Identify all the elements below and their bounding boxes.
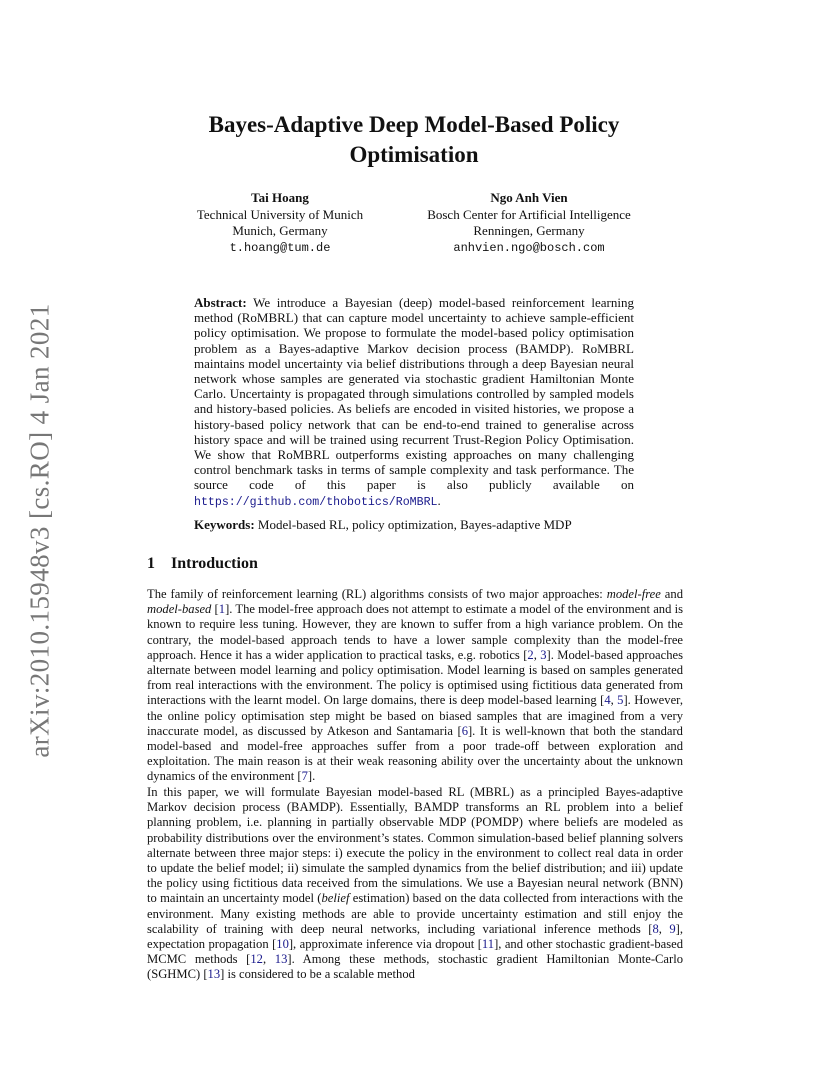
section-number: 1 [147, 555, 155, 572]
abstract [194, 295, 634, 510]
paragraph-text: ], and other stochastic gradient-based MCMC methods [ [147, 937, 683, 967]
section-title: Introduction [171, 555, 258, 572]
source-code-link[interactable]: https://github.com/thobotics/RoMBRL [194, 495, 438, 509]
citation-link[interactable]: 7 [301, 769, 308, 784]
arxiv-identifier: arXiv:2010.15948v3 [cs.RO] 4 Jan 2021 [24, 302, 55, 758]
emphasis: belief [321, 891, 350, 906]
arxiv-sidebar [20, 290, 60, 770]
paragraph-text: estimation) based on the data collected from interactions with the environment. Many existing methods are able to provide uncertainty estimation and still enjoy the scalability of training with deep neural networks, including variational inference methods [ [147, 891, 683, 936]
paragraph-text: ]. It is well-known that both the standard model-based and model-free approaches suffer from a poor trade-off between exploration and exploitation. The main reason is at their weak reasoning ability over the uncertainty about the unknown dynamics of the environment [ [147, 723, 683, 784]
author-email[interactable]: anhvien.ngo@bosch.com [453, 240, 605, 255]
emphasis: model-free [606, 587, 661, 601]
paragraph-text: The family of reinforcement learning (RL) algorithms consists of two major approaches: [147, 587, 607, 601]
citation-link[interactable]: 2 [527, 647, 534, 662]
author-affiliation: Technical University of Munich [196, 206, 364, 222]
keywords-text: Model-based RL, policy optimization, Bayes-adaptive MDP [257, 517, 572, 532]
citation-link[interactable]: 1 [218, 602, 226, 617]
paragraph-text: [ [211, 602, 219, 617]
abstract-end: . [437, 492, 441, 508]
citation-link[interactable]: 12 [250, 952, 263, 967]
abstract-label: Abstract: [194, 295, 247, 310]
author-name: Tai Hoang [251, 190, 309, 205]
paragraph-text: , [658, 921, 670, 936]
author-block [188, 190, 372, 256]
paragraph-text: ], approximate inference via dropout [ [288, 937, 482, 952]
author-affiliation: Bosch Center for Artificial Intelligence [427, 206, 631, 222]
paragraph-text: In this paper, we will formulate Bayesian model-based RL (MBRL) as a principled Bayes-adaptive Markov decision process (BAMDP). Essentially, BAMDP transforms an RL problem into a belief planning problem, i.e. planning in partially observable MDP (POMDP) where beliefs are modeled as probability distributions over the environment’s states. Common simulation-based belief planning solvers alternate between three major steps: i) execute the policy in the environment to collect real data in order to update the belief model; ii) simulate the sampled dynamics from the belief distribution; and iii) update the policy using fictitious data received from the simulations. We use a Bayesian neural network (BNN) to maintain an uncertainty model ( [147, 785, 683, 906]
citation-link[interactable]: 4 [604, 693, 611, 708]
emphasis: model-based [147, 602, 212, 617]
citation-link[interactable]: 3 [540, 647, 547, 662]
paper-title: Bayes-Adaptive Deep Model-Based Policy Optimisation [208, 112, 620, 167]
paragraph-text: , [533, 647, 541, 662]
author-name: Ngo Anh Vien [490, 190, 568, 205]
paragraph-text: ]. Among these methods, stochastic gradient Hamiltonian Monte-Carlo (SGHMC) [ [147, 952, 683, 982]
paragraph-text: and [660, 587, 683, 601]
paragraph-text: ]. Model-based approaches alternate between model learning and policy optimisation. Model learning is based on samples generated from real interactions with the environment. The policy is optimised using fictitious data generated from interactions with the learnt model. On large domains, there is deep model-based learning [ [147, 647, 684, 708]
keywords [194, 517, 634, 533]
citation-link[interactable]: 10 [276, 937, 289, 952]
author-location: Renningen, Germany [473, 223, 585, 238]
intro-paragraph [147, 587, 683, 785]
author-location: Munich, Germany [232, 223, 328, 238]
paragraph-text: , [262, 952, 275, 967]
paragraph-text: ] is considered to be a scalable method [220, 967, 415, 982]
citation-link[interactable]: 13 [274, 952, 288, 967]
abstract-text: We introduce a Bayesian (deep) model-based reinforcement learning method (RoMBRL) that can capture model uncertainty to achieve sample-efficient policy optimisation. We propose to formulate the model-based policy optimisation problem as a Bayes-adaptive Markov decision process (BAMDP). RoMBRL maintains model uncertainty via belief distributions through a deep Bayesian neural network whose samples are generated via stochastic gradient Hamiltonian Monte Carlo. Uncertainty is propagated through simulations controlled by sampled models and history-based policies. As beliefs are encoded in visited histories, we propose a history-based policy network that can be end-to-end trained to generalise across history space and will be trained using recurrent Trust-Region Policy Optimisation. We show that RoMBRL outperforms existing approaches on many challenging control benchmark tasks in terms of sample complexity and task performance. The source code of this paper is also publicly available on [194, 295, 634, 493]
keywords-label: Keywords: [194, 517, 255, 532]
paragraph-text: ]. The model-free approach does not attempt to estimate a model of the environment and is known to require less tuning. However, they are known to suffer from a high variance problem. On the contrary, the model-based approach tends to have a lower sample complexity than the model-free approach. Hence it has a wider application to practical tasks, e.g. robotics [ [147, 602, 684, 662]
paragraph-text: ], expectation propagation [ [147, 921, 683, 952]
paragraph-text: ]. However, the online policy optimisation step might be based on biased samples that are imagined from a very inaccurate model, as discussed by Atkeson and Santamaria [ [147, 693, 683, 738]
paragraph-text: , [610, 693, 618, 708]
section-heading [147, 554, 258, 574]
citation-link[interactable]: 13 [207, 967, 221, 982]
author-email[interactable]: t.hoang@tum.de [229, 240, 331, 255]
citation-link[interactable]: 6 [461, 723, 468, 738]
author-block [418, 190, 640, 256]
citation-link[interactable]: 5 [617, 693, 624, 708]
citation-link[interactable]: 9 [669, 921, 676, 936]
citation-link[interactable]: 8 [652, 921, 659, 936]
intro-paragraph [147, 785, 683, 983]
citation-link[interactable]: 11 [481, 937, 495, 952]
paragraph-text: ]. [307, 769, 316, 784]
